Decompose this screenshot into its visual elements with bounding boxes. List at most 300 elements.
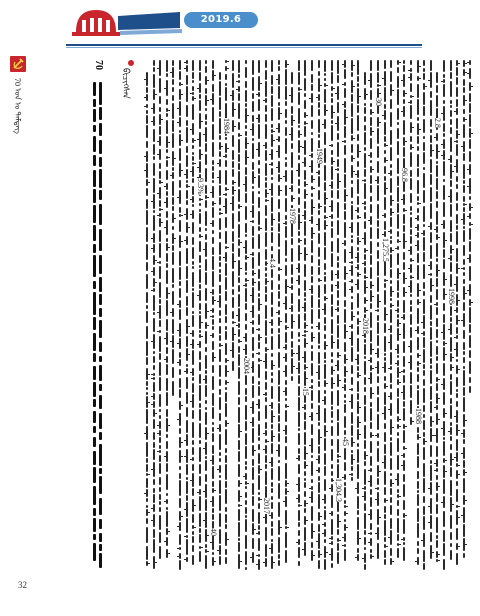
glyph-stroke	[397, 89, 399, 105]
glyph-tick	[151, 469, 154, 470]
glyph-stroke	[370, 408, 372, 421]
glyph-stroke	[291, 223, 293, 237]
glyph-stroke	[159, 507, 161, 512]
glyph-stroke	[225, 137, 227, 140]
glyph-stroke	[166, 392, 168, 406]
glyph-tick	[177, 548, 180, 549]
glyph-stroke	[344, 309, 346, 323]
glyph-tick	[338, 181, 341, 182]
glyph-tick	[454, 349, 457, 350]
glyph-stroke	[311, 74, 313, 83]
glyph-stroke	[166, 434, 168, 438]
glyph-stroke	[423, 224, 425, 227]
glyph-stroke	[311, 461, 313, 476]
glyph-tick	[206, 551, 209, 552]
glyph-tick	[246, 257, 249, 258]
glyph-stroke	[417, 427, 419, 433]
glyph-stroke	[199, 528, 201, 533]
glyph-stroke	[186, 518, 188, 533]
glyph-stroke	[212, 237, 214, 244]
title-glyph-stroke	[99, 294, 102, 305]
glyph-stroke	[192, 72, 194, 79]
glyph-stroke	[199, 203, 201, 206]
glyph-stroke	[397, 158, 399, 174]
glyph-stroke	[344, 211, 346, 220]
glyph-stroke	[245, 461, 247, 465]
glyph-stroke	[351, 103, 353, 117]
glyph-stroke	[304, 421, 306, 430]
glyph-stroke	[172, 291, 174, 305]
glyph-stroke	[159, 377, 161, 391]
glyph-tick	[329, 554, 332, 555]
glyph-tick	[279, 527, 282, 528]
glyph-stroke	[285, 127, 287, 136]
glyph-stroke	[245, 103, 247, 107]
glyph-tick	[461, 268, 464, 269]
article-title	[92, 58, 104, 578]
glyph-stroke	[166, 319, 168, 331]
glyph-stroke	[199, 534, 201, 543]
glyph-stroke	[450, 317, 452, 322]
glyph-stroke	[159, 477, 161, 485]
glyph-stroke	[357, 222, 359, 236]
glyph-stroke	[172, 133, 174, 148]
glyph-stroke	[430, 60, 432, 71]
glyph-stroke	[186, 377, 188, 389]
glyph-stroke	[291, 143, 293, 149]
glyph-stroke	[179, 352, 181, 358]
glyph-stroke	[311, 479, 313, 483]
glyph-tick	[441, 428, 444, 429]
glyph-stroke	[390, 269, 392, 278]
glyph-tick	[408, 362, 411, 363]
glyph-stroke	[430, 341, 432, 357]
glyph-stroke	[225, 403, 227, 417]
glyph-stroke	[278, 102, 280, 106]
glyph-stroke	[344, 174, 346, 188]
glyph-tick	[296, 268, 299, 269]
glyph-stroke	[344, 300, 346, 307]
glyph-stroke	[397, 253, 399, 265]
glyph-tick	[349, 289, 352, 290]
glyph-stroke	[304, 264, 306, 277]
glyph-stroke	[450, 204, 452, 217]
glyph-stroke	[324, 247, 326, 260]
glyph-stroke	[397, 388, 399, 397]
glyph-stroke	[318, 446, 320, 454]
glyph-stroke	[205, 355, 207, 369]
glyph-stroke	[238, 122, 240, 130]
glyph-stroke	[166, 441, 168, 449]
glyph-stroke	[192, 156, 194, 161]
glyph-stroke	[252, 327, 254, 334]
glyph-tick	[184, 509, 187, 510]
glyph-stroke	[298, 464, 300, 474]
glyph-stroke	[212, 84, 214, 92]
glyph-tick	[151, 248, 154, 249]
glyph-tick	[437, 237, 440, 238]
glyph-stroke	[304, 298, 306, 301]
glyph-stroke	[291, 331, 293, 339]
glyph-stroke	[370, 103, 372, 107]
glyph-tick	[457, 320, 460, 321]
glyph-stroke	[199, 265, 201, 268]
glyph-stroke	[271, 108, 273, 121]
glyph-stroke	[357, 510, 359, 515]
glyph-tick	[408, 286, 411, 287]
glyph-tick	[256, 555, 259, 556]
glyph-stroke	[225, 103, 227, 119]
glyph-tick	[190, 214, 193, 215]
glyph-stroke	[199, 403, 201, 408]
glyph-stroke	[377, 228, 379, 239]
glyph-stroke	[179, 498, 181, 508]
glyph-stroke	[225, 291, 227, 301]
glyph-stroke	[397, 76, 399, 88]
title-glyph-stroke	[93, 109, 96, 122]
glyph-tick	[164, 456, 167, 457]
glyph-stroke	[232, 361, 234, 371]
glyph-stroke	[252, 483, 254, 495]
glyph-tick	[358, 241, 361, 242]
glyph-tick	[434, 304, 437, 305]
glyph-tick	[437, 419, 440, 420]
glyph-stroke	[265, 405, 267, 419]
glyph-stroke	[159, 501, 161, 505]
glyph-stroke	[219, 208, 221, 211]
glyph-tick	[197, 492, 200, 493]
glyph-stroke	[390, 99, 392, 109]
title-glyph-stroke	[99, 356, 102, 362]
glyph-stroke	[390, 473, 392, 476]
glyph-stroke	[390, 178, 392, 193]
glyph-stroke	[153, 529, 155, 538]
glyph-tick	[395, 479, 398, 480]
glyph-stroke	[344, 404, 346, 413]
glyph-tick	[335, 274, 338, 275]
glyph-stroke	[357, 293, 359, 308]
glyph-tick	[151, 396, 154, 397]
glyph-stroke	[146, 115, 148, 124]
glyph-stroke	[278, 274, 280, 281]
glyph-tick	[256, 564, 259, 565]
glyph-stroke	[238, 60, 240, 73]
glyph-stroke	[370, 441, 372, 453]
glyph-tick	[362, 180, 365, 181]
glyph-stroke	[278, 291, 280, 299]
glyph-stroke	[219, 397, 221, 410]
glyph-stroke	[318, 60, 320, 68]
glyph-tick	[437, 554, 440, 555]
glyph-stroke	[219, 72, 221, 80]
glyph-stroke	[225, 387, 227, 390]
glyph-stroke	[153, 494, 155, 503]
glyph-tick	[213, 300, 216, 301]
glyph-stroke	[192, 237, 194, 245]
glyph-stroke	[219, 274, 221, 282]
glyph-tick	[157, 154, 160, 155]
glyph-tick	[226, 189, 229, 190]
glyph-stroke	[199, 269, 201, 283]
text-column	[454, 58, 460, 578]
glyph-stroke	[298, 386, 300, 396]
glyph-tick	[316, 97, 319, 98]
glyph-stroke	[456, 225, 458, 230]
glyph-stroke	[450, 398, 452, 404]
glyph-stroke	[159, 362, 161, 376]
glyph-stroke	[212, 142, 214, 157]
glyph-stroke	[304, 292, 306, 297]
glyph-stroke	[384, 506, 386, 513]
glyph-stroke	[410, 105, 412, 119]
glyph-stroke	[238, 189, 240, 202]
glyph-stroke	[443, 60, 445, 72]
glyph-stroke	[364, 344, 366, 355]
glyph-stroke	[390, 442, 392, 456]
glyph-stroke	[403, 430, 405, 443]
glyph-tick	[230, 350, 233, 351]
glyph-stroke	[417, 471, 419, 479]
glyph-stroke	[205, 154, 207, 165]
glyph-stroke	[331, 60, 333, 71]
glyph-stroke	[357, 83, 359, 87]
glyph-tick	[408, 77, 411, 78]
glyph-tick	[395, 363, 398, 364]
title-glyph-stroke	[99, 82, 102, 105]
glyph-tick	[210, 335, 213, 336]
glyph-stroke	[271, 60, 273, 72]
glyph-tick	[441, 144, 444, 145]
glyph-tick	[349, 326, 352, 327]
glyph-tick	[210, 310, 213, 311]
glyph-tick	[345, 117, 348, 118]
glyph-stroke	[311, 326, 313, 329]
glyph-stroke	[417, 99, 419, 115]
glyph-stroke	[384, 537, 386, 542]
glyph-stroke	[265, 486, 267, 498]
glyph-tick	[444, 343, 447, 344]
glyph-stroke	[397, 518, 399, 533]
glyph-stroke	[153, 479, 155, 485]
title-glyph-stroke	[93, 99, 96, 107]
glyph-tick	[358, 538, 361, 539]
glyph-stroke	[146, 311, 148, 323]
glyph-stroke	[225, 429, 227, 445]
glyph-stroke	[271, 177, 273, 180]
glyph-tick	[292, 198, 295, 199]
glyph-stroke	[456, 401, 458, 407]
glyph-stroke	[397, 187, 399, 202]
glyph-stroke	[337, 202, 339, 218]
glyph-stroke	[271, 95, 273, 107]
glyph-stroke	[443, 511, 445, 527]
glyph-stroke	[278, 370, 280, 385]
glyph-tick	[151, 238, 154, 239]
glyph-stroke	[146, 464, 148, 472]
glyph-stroke	[212, 514, 214, 520]
glyph-stroke	[430, 532, 432, 542]
glyph-stroke	[238, 163, 240, 170]
glyph-stroke	[450, 105, 452, 108]
glyph-stroke	[463, 164, 465, 179]
glyph-stroke	[271, 496, 273, 500]
glyph-stroke	[304, 221, 306, 236]
glyph-stroke	[153, 312, 155, 315]
glyph-tick	[239, 505, 242, 506]
glyph-stroke	[423, 167, 425, 170]
glyph-tick	[467, 73, 470, 74]
glyph-stroke	[397, 214, 399, 229]
glyph-tick	[263, 562, 266, 563]
glyph-stroke	[192, 60, 194, 71]
glyph-tick	[312, 207, 315, 208]
glyph-stroke	[364, 254, 366, 260]
glyph-tick	[173, 238, 176, 239]
glyph-stroke	[403, 341, 405, 353]
glyph-stroke	[252, 186, 254, 189]
glyph-stroke	[311, 255, 313, 263]
glyph-stroke	[403, 500, 405, 510]
glyph-tick	[184, 240, 187, 241]
glyph-tick	[388, 368, 391, 369]
glyph-tick	[368, 220, 371, 221]
glyph-tick	[177, 108, 180, 109]
glyph-stroke	[212, 376, 214, 390]
glyph-stroke	[146, 188, 148, 196]
glyph-tick	[223, 194, 226, 195]
glyph-tick	[190, 372, 193, 373]
glyph-stroke	[278, 537, 280, 553]
glyph-tick	[382, 115, 385, 116]
glyph-tick	[184, 371, 187, 372]
glyph-tick	[256, 94, 259, 95]
glyph-stroke	[364, 406, 366, 422]
glyph-tick	[434, 407, 437, 408]
glyph-tick	[309, 488, 312, 489]
glyph-tick	[362, 558, 365, 559]
glyph-tick	[160, 182, 163, 183]
glyph-stroke	[159, 494, 161, 500]
glyph-tick	[157, 262, 160, 263]
glyph-tick	[322, 400, 325, 401]
glyph-stroke	[370, 402, 372, 407]
glyph-stroke	[153, 215, 155, 231]
glyph-stroke	[258, 269, 260, 279]
glyph-tick	[388, 537, 391, 538]
glyph-stroke	[423, 264, 425, 279]
glyph-stroke	[390, 60, 392, 68]
glyph-stroke	[205, 211, 207, 226]
glyph-tick	[206, 311, 209, 312]
glyph-stroke	[397, 292, 399, 298]
glyph-tick	[236, 325, 239, 326]
glyph-stroke	[324, 232, 326, 246]
glyph-tick	[226, 247, 229, 248]
glyph-stroke	[186, 248, 188, 264]
glyph-stroke	[192, 86, 194, 91]
glyph-stroke	[384, 221, 386, 230]
glyph-tick	[378, 85, 381, 86]
glyph-tick	[316, 326, 319, 327]
glyph-stroke	[153, 129, 155, 142]
glyph-tick	[180, 405, 183, 406]
glyph-stroke	[436, 346, 438, 355]
glyph-stroke	[370, 267, 372, 279]
glyph-stroke	[252, 162, 254, 170]
glyph-tick	[170, 312, 173, 313]
glyph-tick	[210, 292, 213, 293]
title-glyph-stroke	[99, 476, 102, 494]
glyph-stroke	[166, 253, 168, 262]
glyph-stroke	[384, 136, 386, 142]
glyph-stroke	[377, 277, 379, 292]
glyph-tick	[292, 353, 295, 354]
glyph-stroke	[397, 203, 399, 213]
glyph-stroke	[463, 259, 465, 265]
glyph-tick	[345, 513, 348, 514]
glyph-stroke	[397, 67, 399, 73]
glyph-stroke	[186, 200, 188, 205]
glyph-stroke	[265, 273, 267, 277]
glyph-stroke	[324, 132, 326, 145]
glyph-stroke	[153, 210, 155, 213]
glyph-stroke	[252, 385, 254, 398]
glyph-tick	[269, 515, 272, 516]
glyph-stroke	[417, 84, 419, 98]
glyph-stroke	[397, 489, 399, 493]
glyph-tick	[177, 330, 180, 331]
glyph-stroke	[238, 407, 240, 423]
glyph-stroke	[410, 170, 412, 177]
glyph-stroke	[357, 311, 359, 315]
glyph-tick	[338, 540, 341, 541]
glyph-stroke	[364, 387, 366, 392]
glyph-tick	[296, 170, 299, 171]
glyph-tick	[223, 257, 226, 258]
glyph-stroke	[364, 503, 366, 511]
glyph-stroke	[285, 157, 287, 160]
glyph-stroke	[304, 432, 306, 445]
glyph-tick	[457, 63, 460, 64]
glyph-tick	[461, 453, 464, 454]
glyph-stroke	[430, 295, 432, 303]
glyph-stroke	[463, 357, 465, 363]
glyph-stroke	[436, 383, 438, 391]
text-column	[408, 58, 414, 578]
glyph-stroke	[245, 303, 247, 310]
glyph-tick	[322, 524, 325, 525]
glyph-stroke	[430, 445, 432, 457]
glyph-stroke	[423, 516, 425, 530]
glyph-tick	[164, 186, 167, 187]
glyph-tick	[226, 371, 229, 372]
glyph-stroke	[285, 240, 287, 256]
glyph-tick	[395, 310, 398, 311]
title-glyph-stroke	[93, 155, 96, 166]
glyph-stroke	[199, 213, 201, 224]
glyph-stroke	[337, 256, 339, 261]
glyph-tick	[457, 546, 460, 547]
glyph-stroke	[337, 459, 339, 463]
glyph-stroke	[377, 242, 379, 247]
glyph-stroke	[450, 374, 452, 380]
glyph-stroke	[436, 161, 438, 164]
glyph-stroke	[311, 120, 313, 129]
glyph-stroke	[271, 232, 273, 243]
glyph-stroke	[463, 245, 465, 256]
glyph-stroke	[245, 313, 247, 321]
glyph-stroke	[397, 432, 399, 436]
